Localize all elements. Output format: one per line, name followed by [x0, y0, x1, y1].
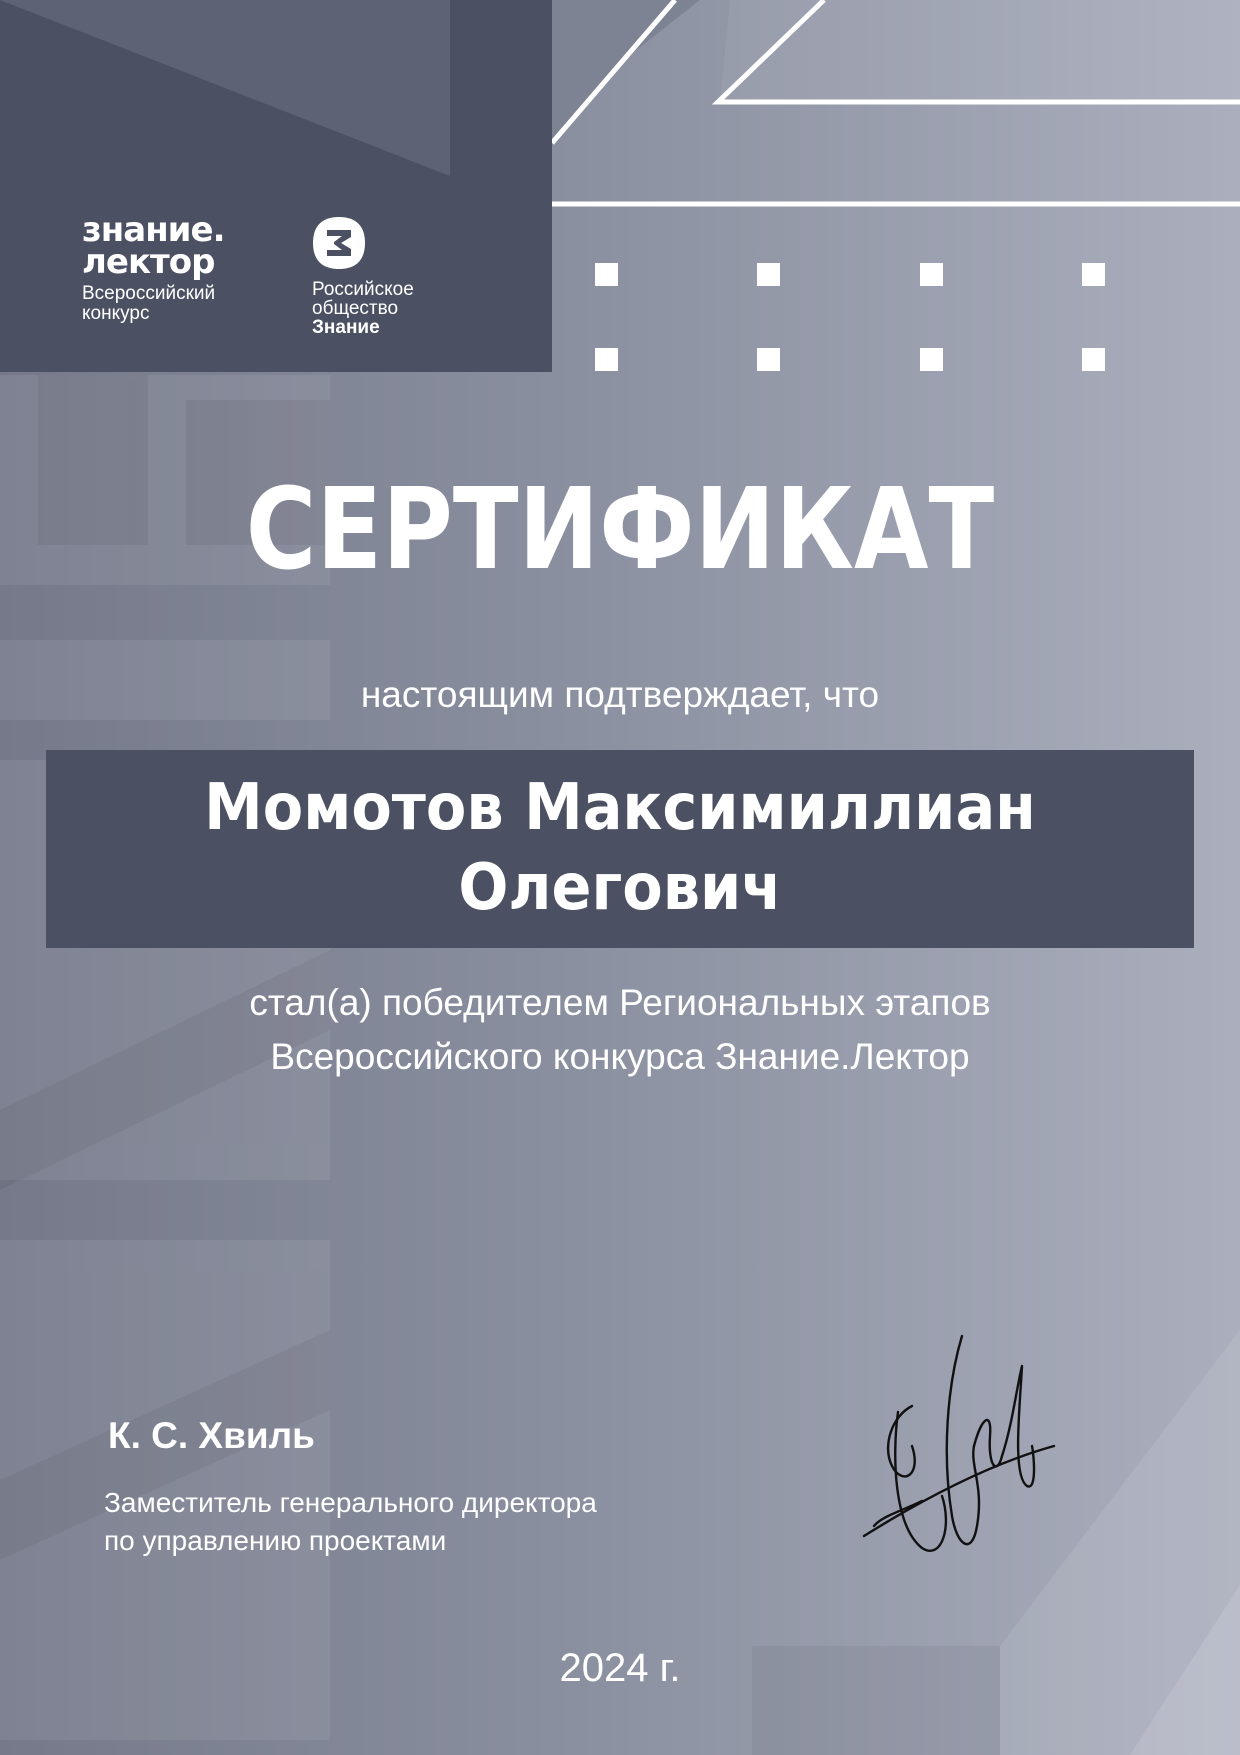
confirm-text: настоящим подтверждает, что	[360, 674, 880, 715]
znanie-lektor-logo	[82, 210, 225, 324]
achievement-line1: стал(а) победителем Региональных этапов	[249, 982, 991, 1023]
signatory-position	[104, 1484, 724, 1560]
logo2-line1: Российское	[312, 279, 414, 300]
logo-sub-line2: конкурс	[82, 303, 150, 324]
signatory-position-line2: по управлению проектами	[104, 1525, 447, 1556]
signatory-position-line1: Заместитель генерального директора	[104, 1487, 597, 1518]
logo2-line2: общество	[312, 298, 399, 319]
logo-sub-line1: Всероссийский	[82, 283, 216, 304]
signature-image	[862, 1326, 1062, 1571]
logo-word-top: знание.	[82, 210, 225, 250]
achievement-line2: Всероссийского конкурса Знание.Лектор	[270, 1036, 970, 1077]
achievement-text	[80, 976, 1160, 1084]
logo-word-bottom: лектор	[82, 242, 215, 282]
recipient-name-line2: Олегович	[458, 851, 782, 925]
logo2-line3: Знание	[312, 317, 380, 338]
certificate-year: 2024 г.	[559, 1646, 681, 1690]
znanie-z-logo-icon	[312, 216, 366, 270]
certificate-title: СЕРТИФИКАТ	[245, 465, 995, 595]
recipient-name	[92, 768, 1148, 928]
russian-society-znanie-logo	[312, 280, 414, 337]
recipient-name-box	[46, 750, 1194, 948]
recipient-name-line1: Момотов Максимиллиан	[204, 771, 1036, 845]
signatory-name: К. С. Хвиль	[108, 1415, 315, 1456]
